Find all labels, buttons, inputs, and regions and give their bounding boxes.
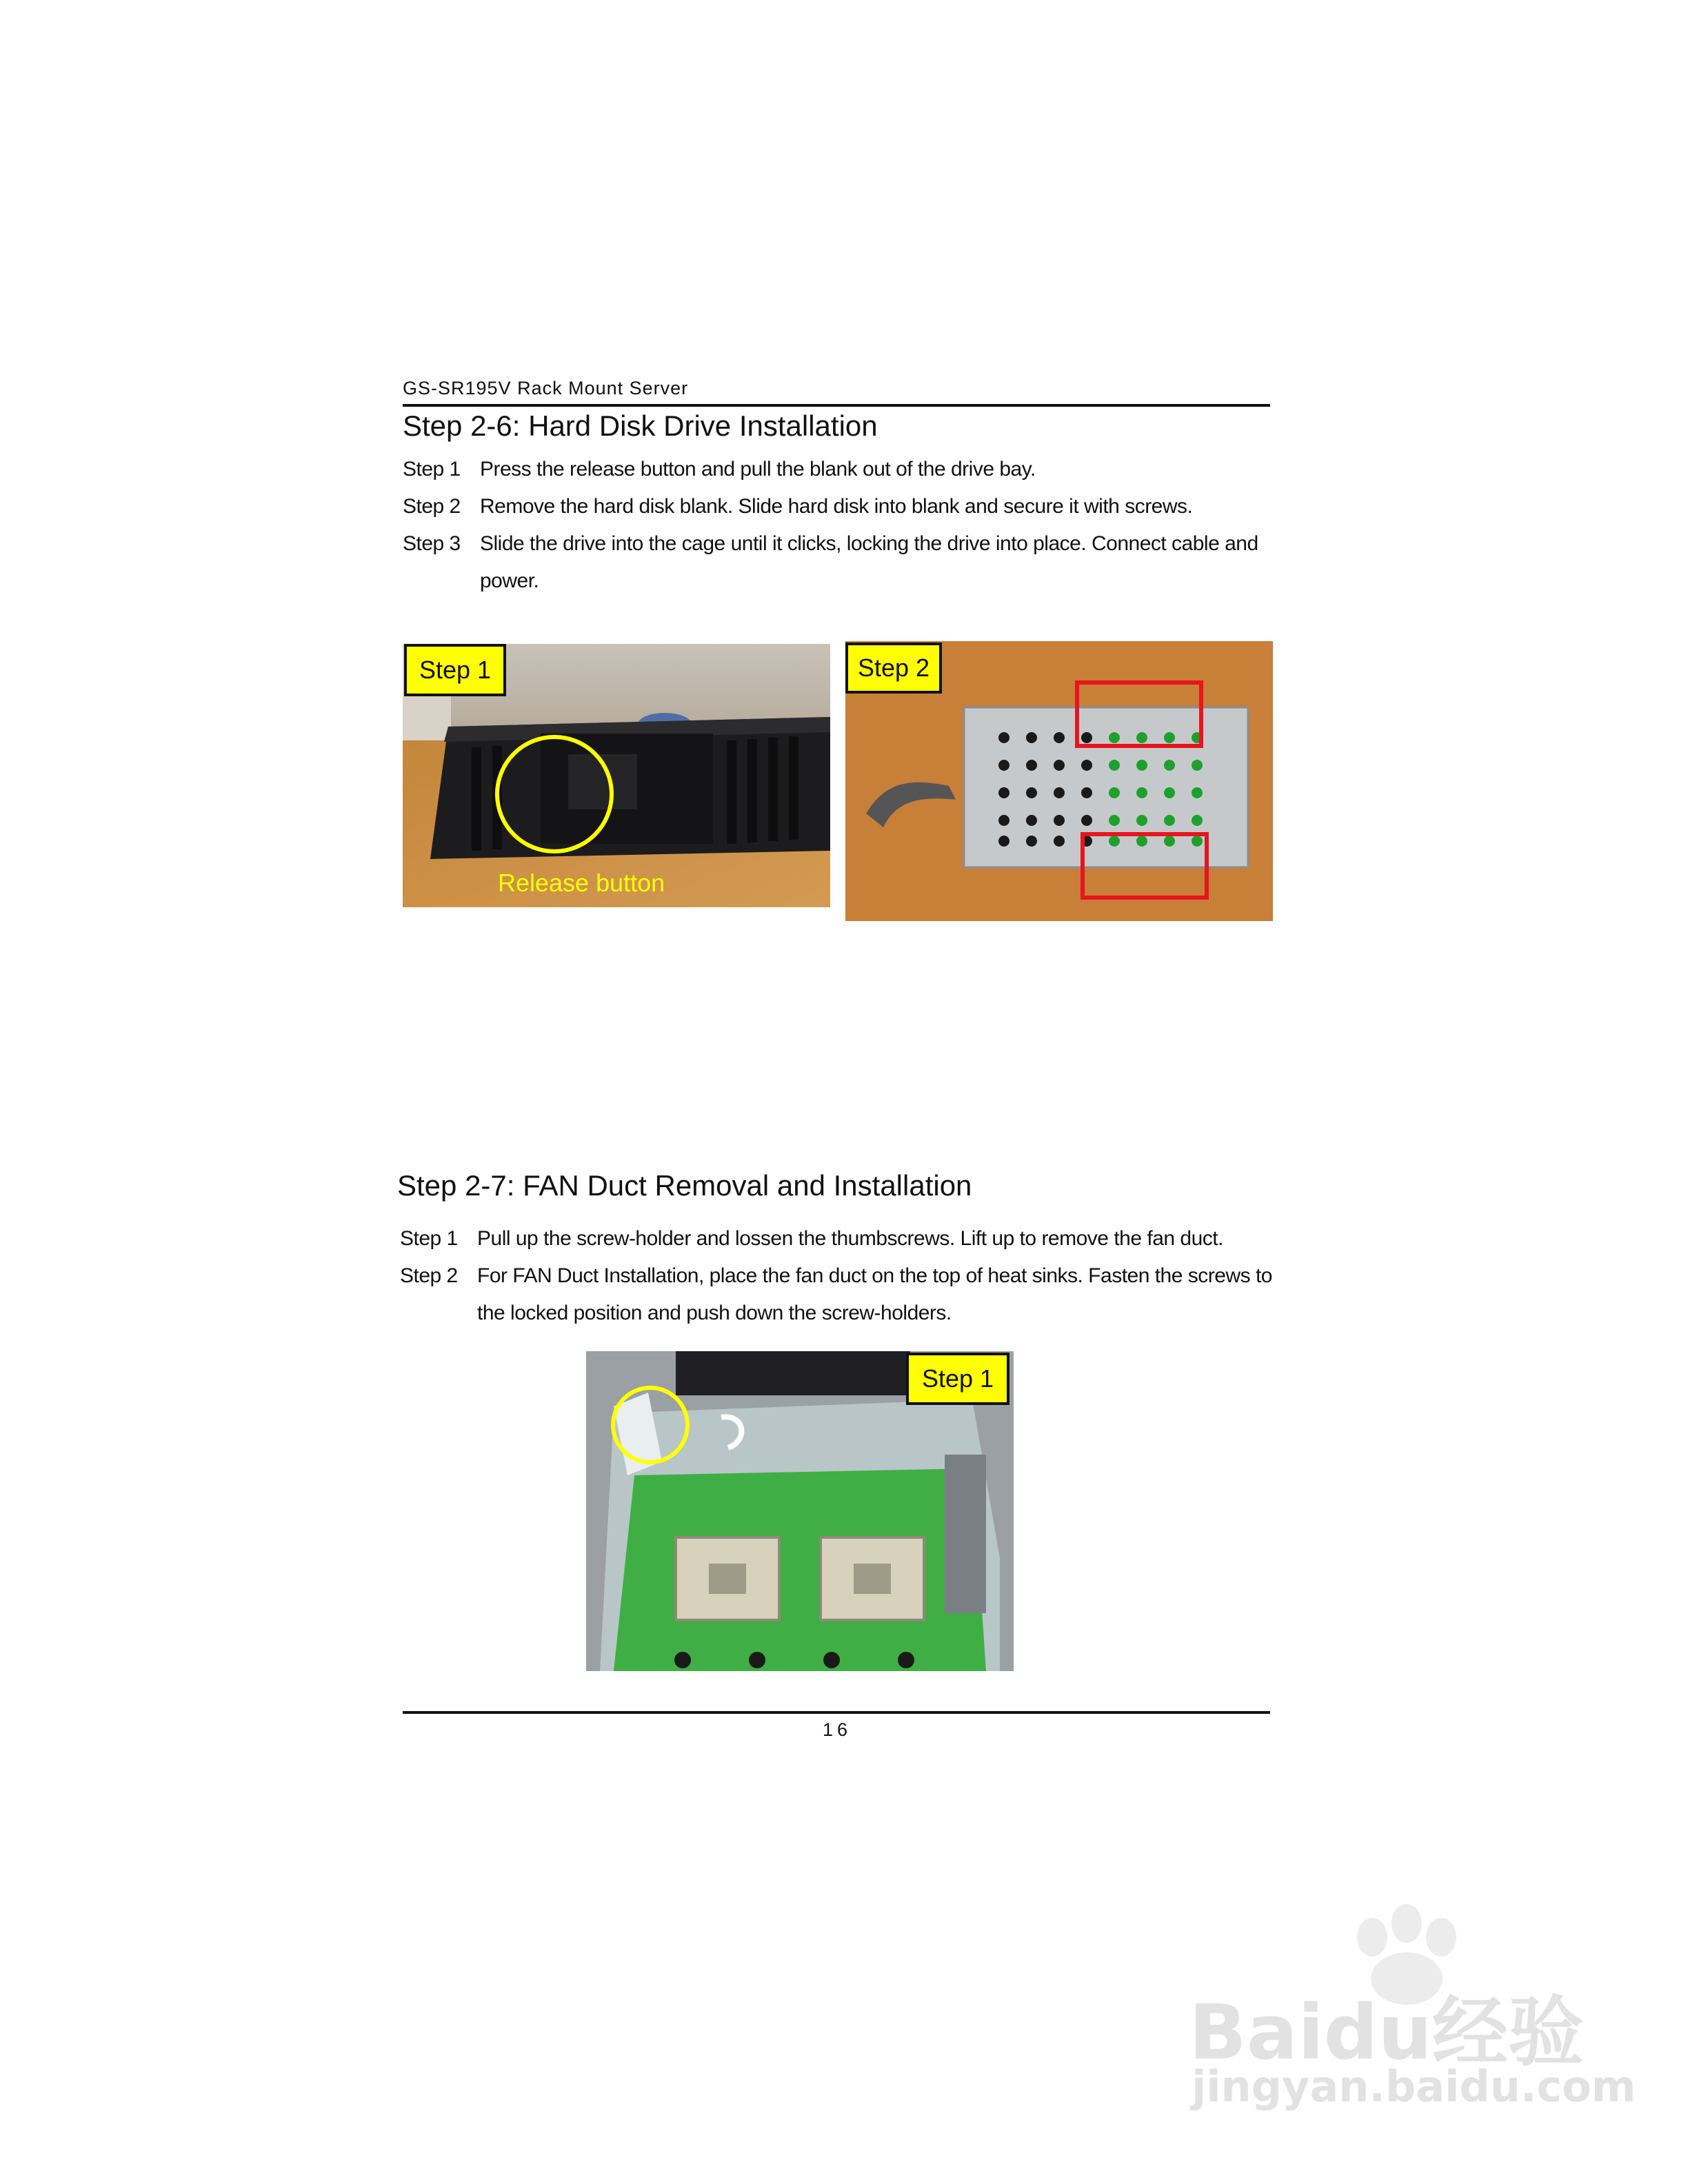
step-row — [400, 1257, 1277, 1332]
step-label: Step 3 — [403, 532, 461, 555]
step-text: Slide the drive into the cage until it clicks, locking the drive into place. Connect cable and power. — [480, 532, 1258, 592]
release-button-caption: Release button — [498, 869, 665, 897]
step-label: Step 2 — [403, 495, 461, 518]
header-rule — [403, 404, 1270, 407]
section-title-fan: Step 2-7: FAN Duct Removal and Installation — [397, 1169, 972, 1202]
watermark-cn: 经验 — [1431, 1988, 1584, 2076]
document-header: GS-SR195V Rack Mount Server — [403, 378, 689, 398]
baidu-watermark — [1172, 1903, 1636, 2123]
step-text: Press the release button and pull the blank out of the drive bay. — [480, 458, 1036, 481]
step-label: Step 1 — [400, 1227, 458, 1250]
step-label: Step 2 — [400, 1264, 458, 1287]
step-row — [403, 451, 1280, 488]
step-text: Remove the hard disk blank. Slide hard disk into blank and secure it with screws. — [480, 495, 1193, 518]
step-text: For FAN Duct Installation, place the fan duct on the top of heat sinks. Fasten the screws to the locked position and push down the screw-holders. — [477, 1264, 1272, 1324]
footer-rule — [403, 1711, 1270, 1714]
step-row — [403, 488, 1280, 525]
step-label: Step 1 — [403, 458, 461, 481]
page-number: 16 — [822, 1719, 852, 1740]
figure-tag: Step 1 — [906, 1353, 1009, 1405]
screw-holder-circle — [611, 1386, 690, 1464]
release-button-circle — [495, 735, 614, 853]
step-row — [403, 525, 1280, 600]
watermark-brand-du: du — [1323, 1988, 1432, 2076]
watermark-brand-bai: Bai — [1189, 1988, 1324, 2076]
step-row — [400, 1220, 1277, 1257]
step-text: Pull up the screw-holder and lossen the thumbscrews. Lift up to remove the fan duct. — [477, 1227, 1223, 1250]
section-title-hdd: Step 2-6: Hard Disk Drive Installation — [403, 410, 878, 442]
figure-tag: Step 1 — [404, 644, 506, 696]
figure-tag: Step 2 — [845, 643, 942, 694]
watermark-url: jingyan.baidu.com — [1192, 2061, 1636, 2112]
